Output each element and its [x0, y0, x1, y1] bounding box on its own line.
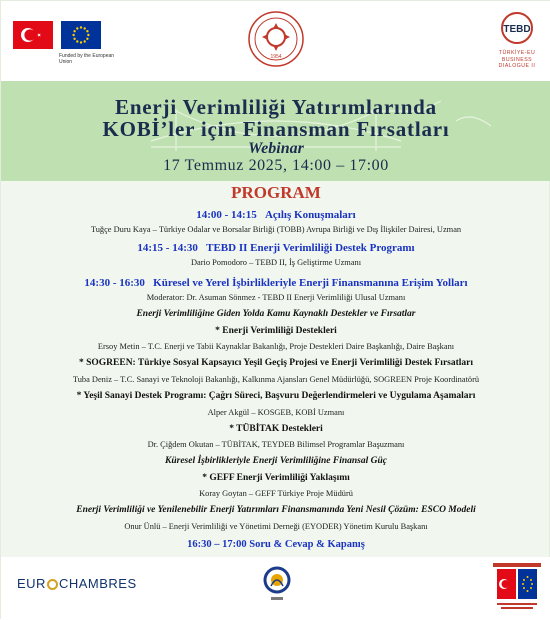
session-2-speaker: Dario Pomodoro – TEBD II, İş Geliştirme Uzmanı [190, 258, 362, 267]
eurochambres-text-a: EUR [17, 576, 46, 591]
closing-session-text: 16:30 – 17:00 Soru & Cevap & Kapanış [187, 539, 365, 550]
tebd-sub-line-3: DIALOGUE II [498, 63, 536, 69]
webinar-label: Webinar [248, 140, 304, 157]
tebd-logo [487, 11, 547, 70]
tebd-ring-icon [500, 11, 534, 45]
tebd-sub-line-1: TÜRKİYE-EU [498, 50, 536, 56]
session-1-header [1, 208, 550, 222]
session-2-time: 14:15 - 14:30 [137, 242, 198, 254]
seal-year: 1954 [270, 54, 282, 60]
panel-5-speaker: Koray Goytan – GEFF Türkiye Proje Müdürü [199, 489, 353, 498]
panel-4-speaker: Dr. Çiğdem Okutan – TÜBİTAK, TEYDEB Bilimsel Programlar Başuzmanı [147, 440, 405, 449]
session-2-header [1, 241, 550, 255]
session-1-title: Açılış Konuşmaları [264, 209, 356, 221]
eurochambres-logo [17, 576, 137, 591]
funded-by-eu-text: Funded by the European Union [59, 53, 115, 65]
panel-1-topic: * Enerji Verimliliği Destekleri [215, 326, 337, 336]
panel-6-speaker: Onur Ünlü – Enerji Verimliliği ve Yönetimi Derneği (EYODER) Yönetim Kurulu Başkanı [124, 522, 428, 531]
sanayi-chamber-logo [493, 563, 541, 611]
eurochambres-text-b: CHAMBRES [58, 576, 137, 591]
eurochambres-ring-icon [47, 579, 58, 590]
eu-flag-icon [61, 21, 101, 49]
header-bar [1, 1, 550, 81]
ministry-seal-logo [247, 10, 305, 73]
session-1-speaker: Tuğçe Duru Kaya – Türkiye Odalar ve Borsalar Birliği (TOBB) Avrupa Birliği ve Dış İlişkiler Dairesi, Uzman [90, 225, 462, 234]
session-3-moderator: Moderator: Dr. Asuman Sönmez - TEBD II Enerji Verimliliği Ulusal Uzmanı [146, 293, 406, 302]
tebd-logo-text: TEBD [503, 24, 531, 35]
title-line-1: Enerji Verimliliği Yatırımlarında [115, 95, 437, 119]
panel-4-topic: * TÜBİTAK Destekleri [229, 424, 323, 434]
panel-3-speaker: Alper Akgül – KOSGEB, KOBİ Uzmanı [207, 408, 345, 417]
part-3-title: Enerji Verimliliği ve Yenilenebilir Enerji Yatırımları Finansmanında Yeni Nesil Çözüm: ESCO Modeli [76, 505, 476, 515]
title-line-2: KOBİ’ler için Finansman Fırsatları [102, 117, 450, 141]
tobb-logo [263, 566, 291, 609]
part-1-title: Enerji Verimliliğine Giden Yolda Kamu Kaynaklı Destekler ve Fırsatlar [136, 309, 416, 319]
session-1-time: 14:00 - 14:15 [196, 209, 257, 221]
closing-session [1, 538, 550, 551]
panel-2-topic: * SOGREEN: Türkiye Sosyal Kapsayıcı Yeşil Geçiş Projesi ve Enerji Verimliliği Destek Fırsatları [78, 358, 474, 368]
panel-5-topic: * GEFF Enerji Verimliliği Yaklaşımı [202, 473, 350, 483]
panel-2-speaker: Tuba Deniz – T.C. Sanayi ve Teknoloji Bakanlığı, Kalkınma Ajansları Genel Müdürlüğü, SOGREEN Proje Koordinatörü [72, 375, 480, 384]
session-3-title: Küresel ve Yerel İşbirlikleriyle Enerji Finansmanına Erişim Yolları [153, 277, 468, 289]
program-heading: PROGRAM [231, 183, 321, 202]
part-2-title: Küresel İşbirlikleriyle Enerji Verimliliğine Finansal Güç [165, 456, 387, 466]
panel-1-speaker: Ersoy Metin – T.C. Enerji ve Tabii Kaynaklar Bakanlığı, Proje Destekleri Daire Başkanlığı, Daire Başkanı [97, 342, 455, 351]
event-date: 17 Temmuz 2025, 14:00 – 17:00 [163, 157, 389, 174]
session-3-time: 14:30 - 16:30 [84, 277, 145, 289]
session-3-header [1, 276, 550, 290]
session-2-title: TEBD II Enerji Verimliliği Destek Programı [206, 242, 415, 254]
turkey-flag-icon [13, 21, 53, 49]
panel-3-topic: * Yeşil Sanayi Destek Programı: Çağrı Süreci, Başvuru Değerlendirmeleri ve Uygulama Aşamaları [76, 391, 476, 401]
tebd-sub-line-2: BUSINESS [501, 56, 533, 63]
